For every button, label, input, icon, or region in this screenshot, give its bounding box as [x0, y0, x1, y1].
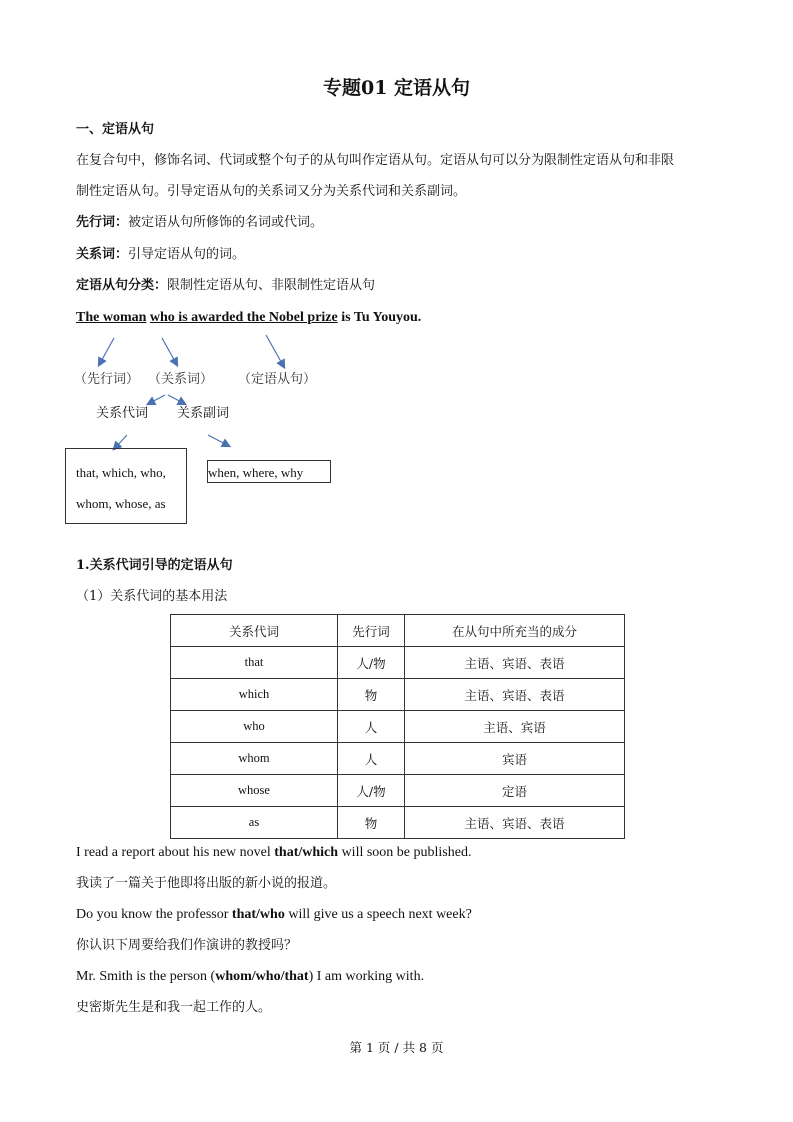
- arrow-icon: [208, 435, 229, 446]
- arrow-icon: [168, 395, 185, 404]
- table-cell: 人/物: [338, 775, 405, 807]
- table-row: [171, 807, 625, 839]
- text: ) I am working with.: [308, 969, 425, 984]
- table-cell: whom: [171, 743, 338, 775]
- example-translation: 史密斯先生是和我一起工作的人。: [76, 1000, 272, 1015]
- arrow-icon: [162, 338, 177, 365]
- text: will give us a speech next week?: [284, 907, 472, 922]
- definition-text: 引导定语从句的词。: [128, 247, 246, 262]
- pronoun-list: whom, whose, as: [76, 496, 166, 511]
- table-cell: whose: [171, 775, 338, 807]
- example-translation: 我读了一篇关于他即将出版的新小说的报道。: [76, 876, 337, 891]
- table-cell: 人: [338, 711, 405, 743]
- table-cell: 主语、宾语: [405, 711, 625, 743]
- pronoun-box: [65, 448, 187, 524]
- paragraph-line: 制性定语从句。引导定语从句的关系词又分为关系代词和关系副词。: [76, 184, 467, 199]
- definition-text: 被定语从句所修饰的名词或代词。: [128, 215, 324, 230]
- table-cell: 主语、宾语、表语: [405, 647, 625, 679]
- arrow-icon: [114, 435, 127, 449]
- table-cell: 人: [338, 743, 405, 775]
- table-header: 关系代词: [171, 615, 338, 647]
- relative-adverb-label: 关系副词: [177, 406, 230, 421]
- table-row: [171, 647, 625, 679]
- antecedent-text: The woman: [76, 310, 147, 325]
- table-cell: 物: [338, 679, 405, 711]
- definition-text: 限制性定语从句、非限制性定语从句: [167, 278, 376, 293]
- pronoun-list: that, which, who,: [76, 465, 166, 480]
- text: I read a report about his new novel: [76, 845, 275, 860]
- page-title: 专题01 定语从句: [322, 77, 471, 99]
- example-english: [76, 907, 472, 923]
- arrow-icon: [99, 338, 114, 365]
- definition-term: 定语从句分类：: [76, 278, 168, 293]
- table-header: 在从句中所充当的成分: [405, 615, 625, 647]
- table-cell: 宾语: [405, 743, 625, 775]
- table-cell: 物: [338, 807, 405, 839]
- sentence-rest: is Tu Youyou.: [337, 310, 422, 325]
- label-relative: （关系词）: [148, 372, 214, 387]
- example-english: [76, 969, 424, 985]
- table-cell: 定语: [405, 775, 625, 807]
- table-row: [171, 711, 625, 743]
- text: Do you know the professor: [76, 907, 232, 922]
- adverb-box: [207, 460, 331, 483]
- label-clause: （定语从句）: [238, 372, 317, 387]
- arrow-icon: [148, 395, 165, 404]
- definition-term: 先行词：: [76, 215, 129, 230]
- table-header: 先行词: [338, 615, 405, 647]
- text: Mr. Smith is the person (: [76, 969, 216, 984]
- arrow-icon: [266, 335, 284, 367]
- example-english: [76, 845, 471, 861]
- table-cell: 主语、宾语、表语: [405, 679, 625, 711]
- definition-term: 关系词：: [76, 247, 129, 262]
- text: will soon be published.: [338, 845, 472, 860]
- subheading: （1）关系代词的基本用法: [76, 589, 228, 604]
- example-translation: 你认识下周要给我们作演讲的教授吗？: [76, 938, 298, 953]
- paragraph-line: 在复合句中，修饰名词、代词或整个句子的从句叫作定语从句。定语从句可以分为限制性定语从句和非限: [76, 153, 675, 168]
- table-cell: 人/物: [338, 647, 405, 679]
- table-cell: 主语、宾语、表语: [405, 807, 625, 839]
- section-heading: 1.关系代词引导的定语从句: [76, 558, 233, 573]
- section-heading: 一、定语从句: [76, 122, 155, 137]
- relative-pronoun-table: [170, 614, 625, 839]
- relative-pronoun: that/which: [274, 845, 339, 860]
- relative-pronoun: that/who: [231, 907, 285, 922]
- label-antecedent: （先行词）: [74, 372, 140, 387]
- table-row: [171, 775, 625, 807]
- relative-pronoun: whom/who/that: [215, 969, 309, 984]
- table-cell: who: [171, 711, 338, 743]
- table-cell: which: [171, 679, 338, 711]
- clause-text: who is awarded the Nobel prize: [149, 310, 338, 325]
- table-row: [171, 679, 625, 711]
- relative-pronoun-label: 关系代词: [96, 406, 149, 421]
- table-cell: that: [171, 647, 338, 679]
- table-row: [171, 743, 625, 775]
- table-header-row: [171, 615, 625, 647]
- table-cell: as: [171, 807, 338, 839]
- page-footer: 第 1 页 / 共 8 页: [349, 1040, 444, 1055]
- adverb-list: when, where, why: [208, 465, 304, 480]
